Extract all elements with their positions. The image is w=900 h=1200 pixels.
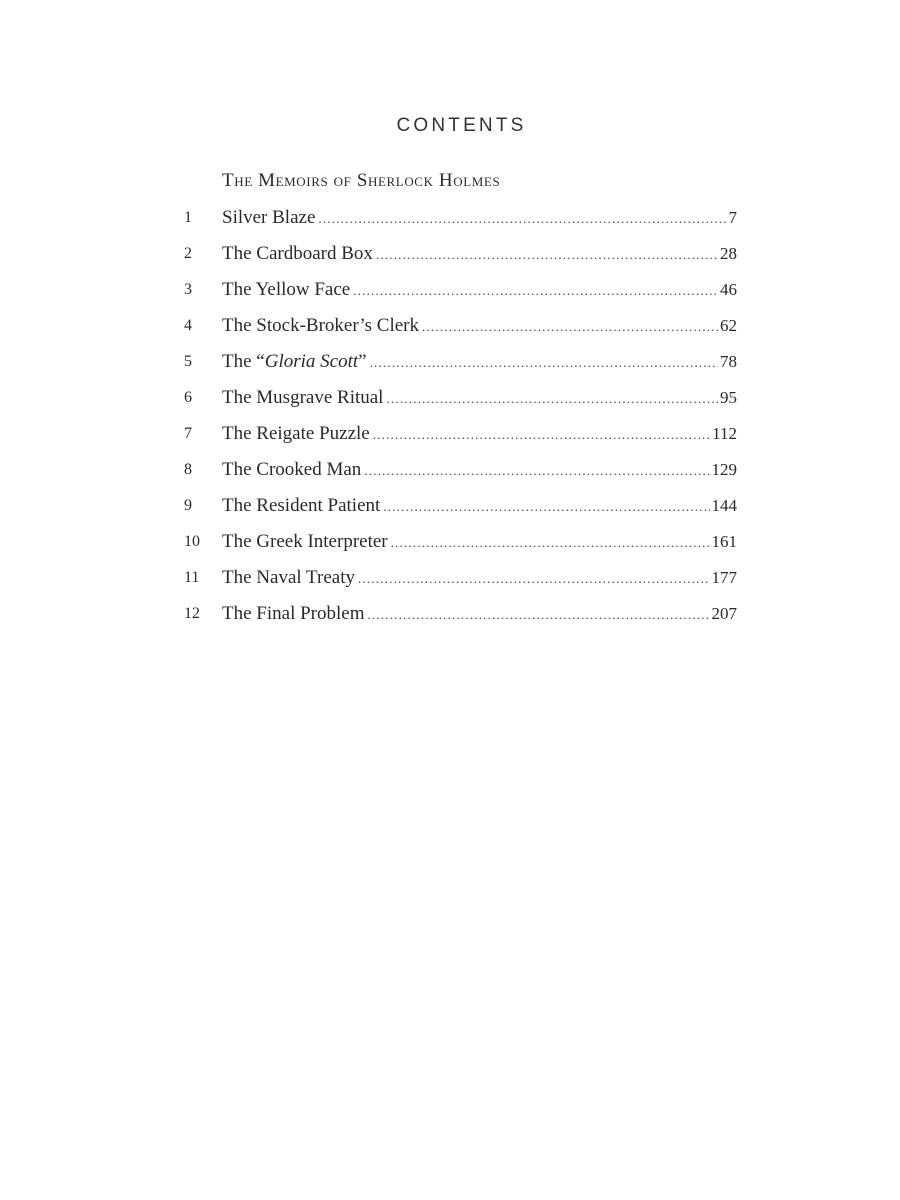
page-number: 62: [720, 316, 737, 335]
toc-line: [222, 276, 737, 305]
chapter-title[interactable]: The Reigate Puzzle: [222, 423, 370, 444]
page-number: 46: [720, 280, 737, 299]
dot-leader: [353, 277, 718, 305]
toc-line: [222, 384, 737, 413]
chapter-number: 3: [184, 281, 192, 298]
chapter-title-italic: Gloria Scott: [264, 351, 359, 372]
chapter-title[interactable]: The Yellow Face: [222, 279, 351, 300]
toc-entry-8[interactable]: [184, 456, 744, 492]
chapter-title-suffix: ”: [358, 351, 367, 372]
page-number: 95: [720, 388, 737, 407]
dot-leader: [383, 493, 709, 521]
toc-line: [222, 420, 737, 449]
chapter-title[interactable]: The Stock-Broker’s Clerk: [222, 315, 419, 336]
chapter-number: 5: [184, 353, 192, 370]
dot-leader: [364, 457, 709, 485]
chapter-title[interactable]: The Cardboard Box: [222, 243, 373, 264]
chapter-number: 1: [184, 209, 192, 226]
page-number: 144: [711, 496, 737, 515]
dot-leader: [318, 205, 726, 233]
toc-entry-12[interactable]: [184, 600, 744, 636]
chapter-title[interactable]: The Naval Treaty: [222, 567, 355, 588]
toc-line: [222, 492, 737, 521]
dot-leader: [391, 529, 710, 557]
page-number: 112: [712, 424, 737, 443]
chapter-number: 2: [184, 245, 192, 262]
dot-leader: [358, 565, 710, 593]
chapter-title[interactable]: [222, 348, 367, 376]
toc-entry-2[interactable]: [184, 240, 744, 276]
chapter-title-prefix: The “: [222, 351, 265, 372]
chapter-title[interactable]: The Musgrave Ritual: [222, 387, 384, 408]
page-title: CONTENTS: [396, 115, 527, 136]
toc-entry-5[interactable]: [184, 348, 744, 384]
chapter-number: 11: [184, 569, 200, 586]
page-number: 129: [711, 460, 737, 479]
page-number: 28: [720, 244, 737, 263]
chapter-title[interactable]: The Crooked Man: [222, 459, 362, 480]
dot-leader: [376, 241, 718, 269]
toc-line: [222, 348, 737, 377]
toc-line: [222, 564, 737, 593]
chapter-title[interactable]: Silver Blaze: [222, 207, 316, 228]
toc-line: [222, 600, 737, 629]
dot-leader: [370, 349, 718, 377]
toc-line: [222, 456, 737, 485]
page-number: 78: [720, 352, 737, 371]
toc-entry-11[interactable]: [184, 564, 744, 600]
chapter-title[interactable]: The Resident Patient: [222, 495, 381, 516]
dot-leader: [422, 313, 718, 341]
chapter-number: 12: [184, 605, 200, 622]
table-of-contents: [184, 204, 744, 636]
page-number: 207: [711, 604, 737, 623]
toc-line: [222, 312, 737, 341]
toc-entry-9[interactable]: [184, 492, 744, 528]
dot-leader: [386, 385, 718, 413]
toc-line: [222, 204, 737, 233]
dot-leader: [373, 421, 710, 449]
chapter-number: 10: [184, 533, 200, 550]
section-heading: The Memoirs of Sherlock Holmes: [222, 170, 501, 191]
toc-line: [222, 528, 737, 557]
toc-line: [222, 240, 737, 269]
toc-entry-6[interactable]: [184, 384, 744, 420]
chapter-number: 4: [184, 317, 192, 334]
chapter-title[interactable]: The Greek Interpreter: [222, 531, 388, 552]
chapter-number: 9: [184, 497, 192, 514]
toc-entry-7[interactable]: [184, 420, 744, 456]
page-number: 177: [711, 568, 737, 587]
page-number: 7: [728, 208, 737, 227]
page-number: 161: [711, 532, 737, 551]
dot-leader: [367, 601, 709, 629]
toc-entry-3[interactable]: [184, 276, 744, 312]
chapter-number: 8: [184, 461, 192, 478]
toc-entry-1[interactable]: [184, 204, 744, 240]
toc-entry-10[interactable]: [184, 528, 744, 564]
chapter-title[interactable]: The Final Problem: [222, 603, 365, 624]
toc-entry-4[interactable]: [184, 312, 744, 348]
chapter-number: 7: [184, 425, 192, 442]
chapter-number: 6: [184, 389, 192, 406]
